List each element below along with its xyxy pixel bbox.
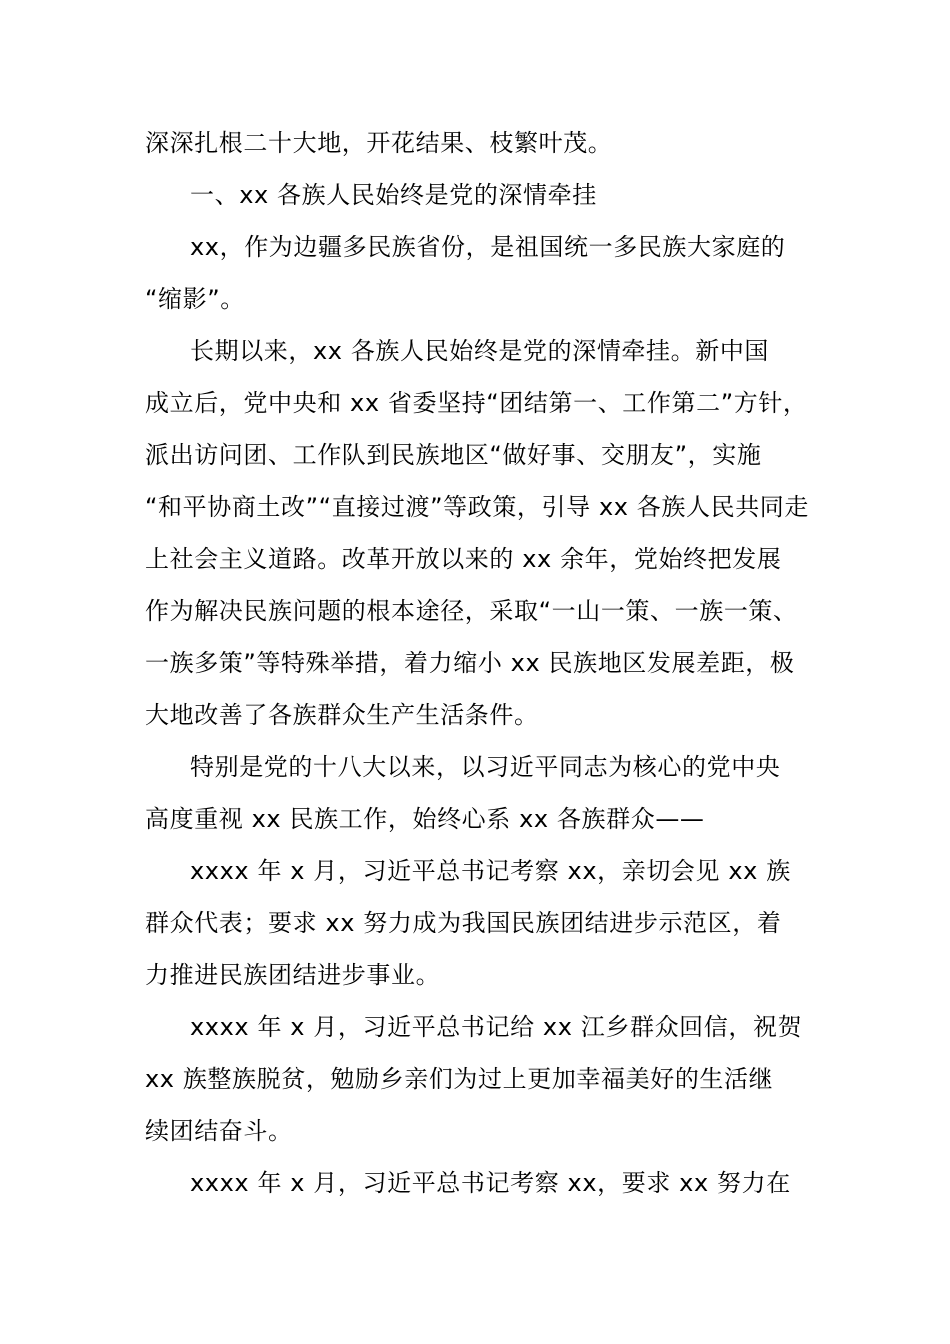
text-line: 力推进民族团结进步事业。 [145, 961, 441, 989]
section-heading: 一、xx 各族人民始终是党的深情牵挂 [190, 181, 597, 209]
text-line: 成立后，党中央和 xx 省委坚持“团结第一、工作第二”方针， [145, 389, 808, 417]
text-line: “缩影”。 [145, 285, 245, 313]
text-line: xx，作为边疆多民族省份，是祖国统一多民族大家庭的 [190, 233, 786, 261]
text-line: xx 族整族脱贫，勉励乡亲们为过上更加幸福美好的生活继 [145, 1065, 774, 1093]
text-line: 群众代表；要求 xx 努力成为我国民族团结进步示范区，着 [145, 909, 782, 937]
text-line: 一族多策”等特殊举措，着力缩小 xx 民族地区发展差距，极 [145, 649, 795, 677]
text-line: xxxx 年 x 月，习近平总书记给 xx 江乡群众回信，祝贺 [190, 1013, 803, 1041]
text-line: 深深扎根二十大地，开花结果、枝繁叶茂。 [145, 129, 613, 157]
text-line: 长期以来，xx 各族人民始终是党的深情牵挂。新中国 [190, 337, 770, 365]
text-line: 派出访问团、工作队到民族地区“做好事、交朋友”，实施 [145, 441, 762, 469]
text-line: xxxx 年 x 月，习近平总书记考察 xx，要求 xx 努力在 [190, 1169, 791, 1197]
text-line: 作为解决民族问题的根本途径，采取“一山一策、一族一策、 [145, 597, 798, 625]
text-line: xxxx 年 x 月，习近平总书记考察 xx，亲切会见 xx 族 [190, 857, 791, 885]
text-line: 续团结奋斗。 [145, 1117, 293, 1145]
text-line: 特别是党的十八大以来，以习近平同志为核心的党中央 [190, 753, 781, 781]
text-line: 上社会主义道路。改革开放以来的 xx 余年，党始终把发展 [145, 545, 782, 573]
text-line: “和平协商土改”“直接过渡”等政策，引导 xx 各族人民共同走 [145, 493, 809, 521]
text-line: 大地改善了各族群众生产生活条件。 [145, 701, 539, 729]
text-line: 高度重视 xx 民族工作，始终心系 xx 各族群众—— [145, 805, 705, 833]
